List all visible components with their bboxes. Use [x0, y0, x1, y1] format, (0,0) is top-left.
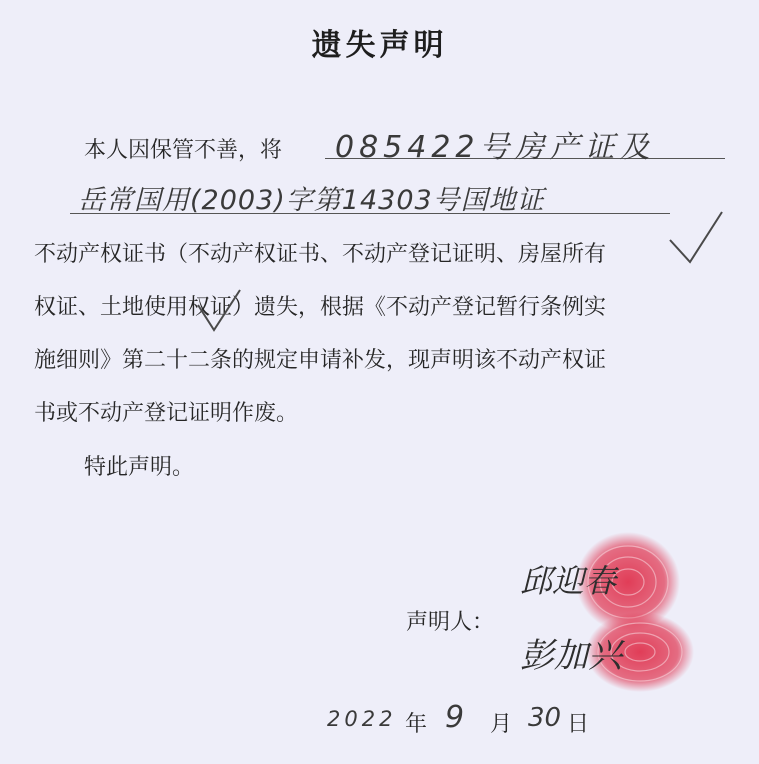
- handwritten-certificate-number: 085422号房产证及: [335, 130, 655, 165]
- body-line-2: 权证、土地使用权证）遗失，根据《不动产登记暂行条例实: [34, 295, 607, 320]
- date-year-char: 年: [405, 712, 428, 737]
- date-day-char: 日: [567, 712, 590, 737]
- date-day: 30: [528, 703, 562, 733]
- handwritten-land-certificate: 岳常国用(2003)字第14303号国地证: [78, 185, 545, 216]
- document-title: 遗失声明: [311, 28, 448, 63]
- date-month-char: 月: [490, 712, 513, 737]
- intro-text: 本人因保管不善，将: [84, 138, 283, 163]
- body-line-3: 施细则》第二十二条的规定申请补发，现声明该不动产权证: [34, 348, 607, 373]
- body-line-1: 不动产权证书（不动产权证书、不动产登记证明、房屋所有: [34, 242, 607, 267]
- check-mark-icon: [670, 212, 722, 262]
- closing-text: 特此声明。: [84, 455, 195, 480]
- body-line-4: 书或不动产登记证明作废。: [34, 401, 299, 426]
- date-year: 2022: [327, 707, 397, 731]
- signature-1: 邱迎春: [520, 562, 617, 600]
- declarant-label: 声明人：: [406, 610, 495, 635]
- check-mark-icon: [198, 290, 240, 330]
- date-month: 9: [445, 700, 465, 735]
- signature-2: 彭加兴: [520, 636, 622, 676]
